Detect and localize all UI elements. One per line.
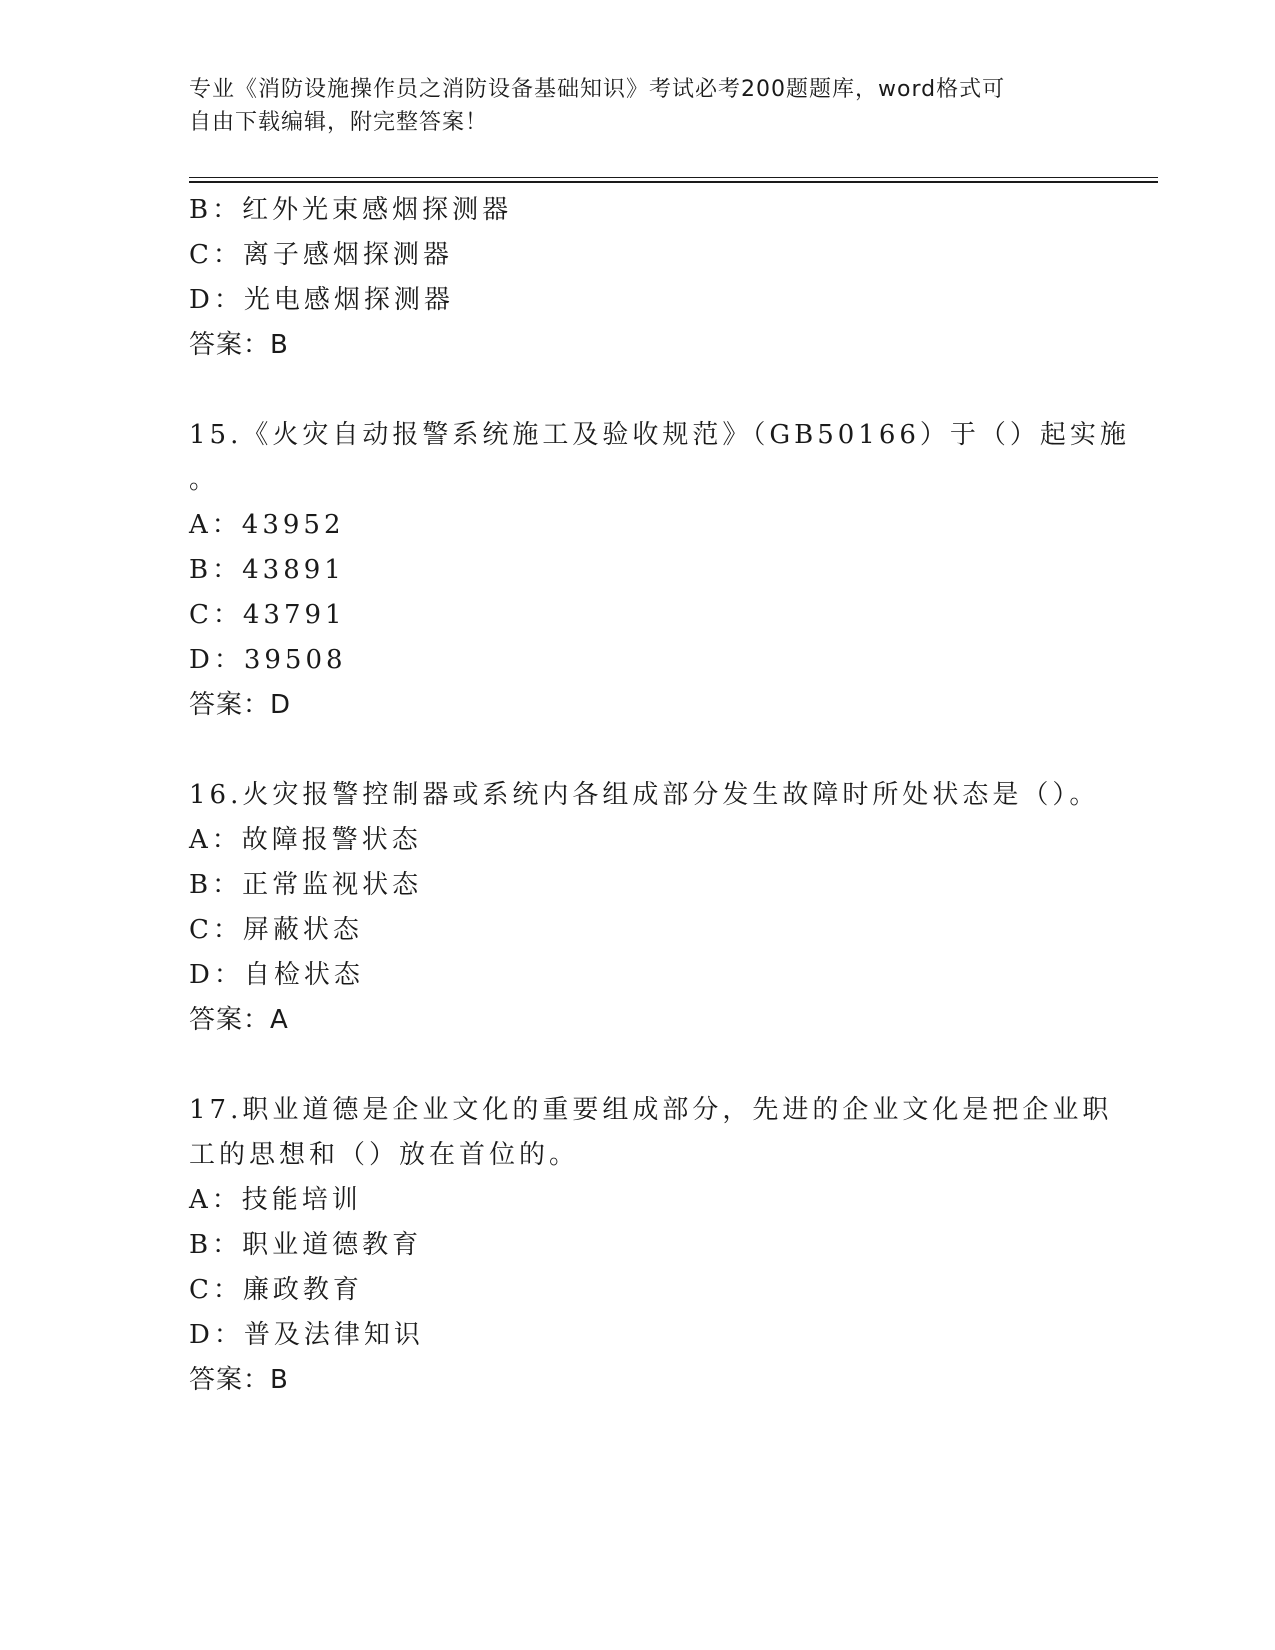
document-header	[189, 73, 1089, 139]
header-title-line-2: 自由下载编辑，附完整答案！	[189, 110, 489, 135]
q17-question-line-1: 17.职业道德是企业文化的重要组成部分，先进的企业文化是把企业职	[189, 1095, 1113, 1125]
header-divider-thick	[189, 181, 1158, 183]
q14-option-d: D：光电感烟探测器	[189, 285, 454, 315]
q15-answer: 答案：D	[189, 690, 292, 720]
header-title-line-1: 专业《消防设施操作员之消防设备基础知识》考试必考200题题库，word格式可	[189, 77, 1006, 102]
q17-option-d: D：普及法律知识	[189, 1320, 424, 1350]
q15-option-d: D：39508	[189, 645, 347, 675]
q16-option-d: D：自检状态	[189, 960, 364, 990]
q15-option-b: B：43891	[189, 555, 345, 585]
q16-option-a: A：故障报警状态	[189, 825, 422, 855]
q16-option-b: B：正常监视状态	[189, 870, 423, 900]
q17-answer: 答案：B	[189, 1365, 289, 1395]
q14-answer: 答案：B	[189, 330, 289, 360]
q16-question-line-1: 16.火灾报警控制器或系统内各组成部分发生故障时所处状态是（）。	[189, 780, 1100, 810]
q15-option-a: A：43952	[189, 510, 345, 540]
q14-option-b: B：红外光束感烟探测器	[189, 195, 513, 225]
q15-question-line-2: 。	[189, 465, 220, 495]
header-divider-thin	[189, 177, 1158, 178]
q17-option-b: B：职业道德教育	[189, 1230, 423, 1260]
q17-question-line-2: 工的思想和（）放在首位的。	[189, 1140, 580, 1170]
q17-option-c: C：廉政教育	[189, 1275, 363, 1305]
q16-answer: 答案：A	[189, 1005, 289, 1035]
q15-option-c: C：43791	[189, 600, 346, 630]
q16-option-c: C：屏蔽状态	[189, 915, 363, 945]
q17-option-a: A：技能培训	[189, 1185, 362, 1215]
q14-option-c: C：离子感烟探测器	[189, 240, 453, 270]
q15-question-line-1: 15.《火灾自动报警系统施工及验收规范》（GB50166）于（）起实施	[189, 420, 1130, 450]
